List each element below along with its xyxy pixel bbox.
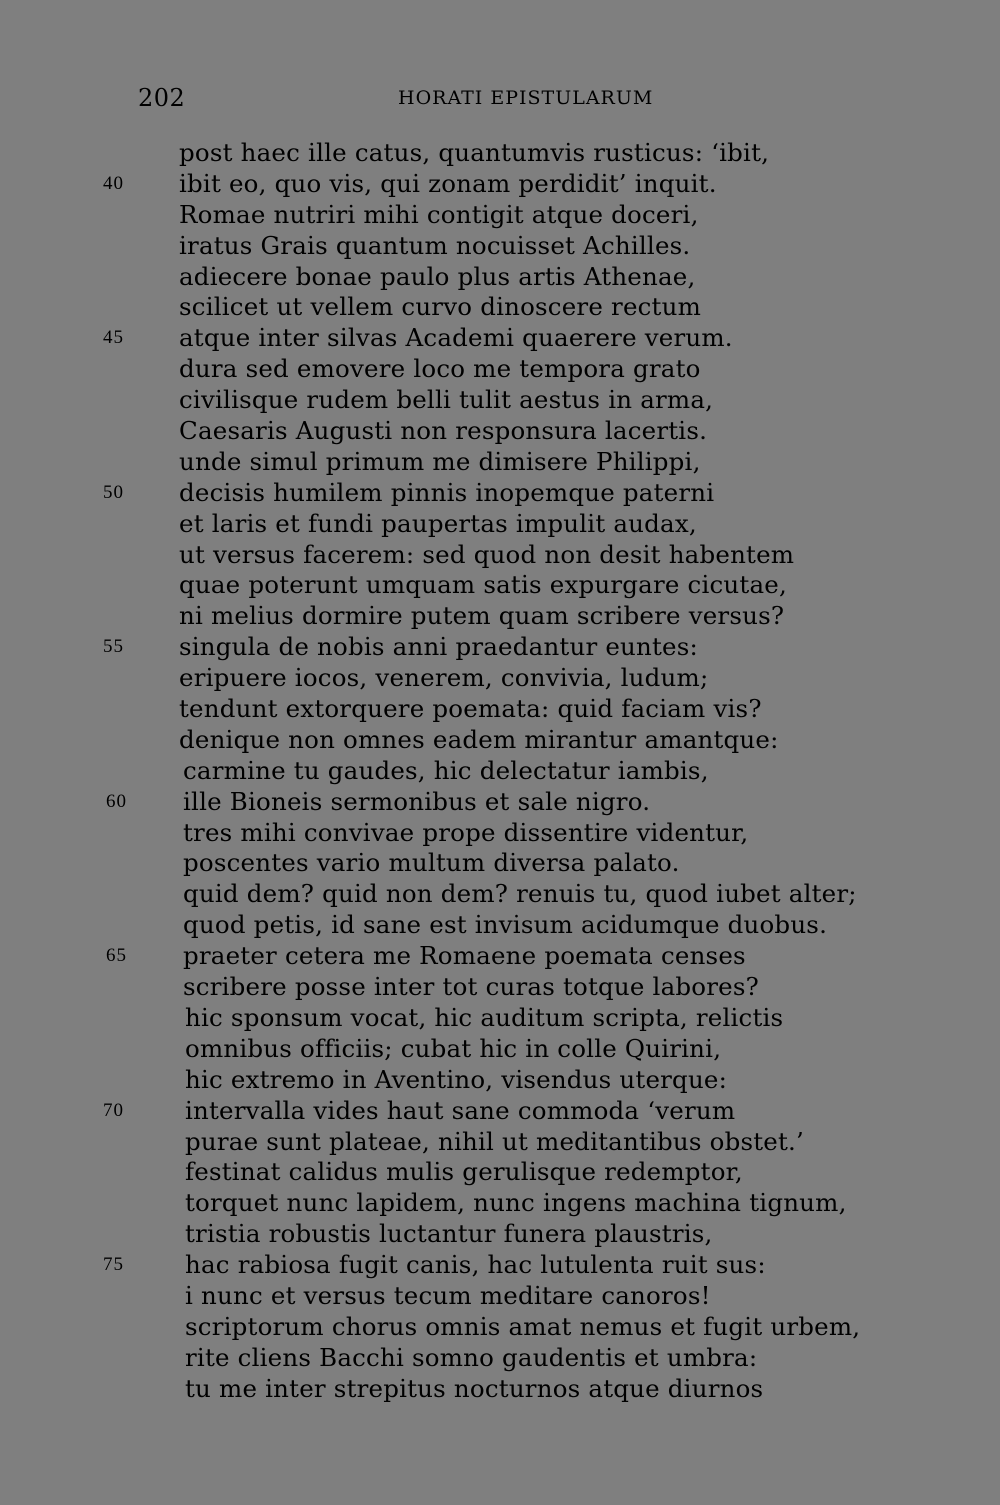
verse-text: ni melius dormire putem quam scribere versus? xyxy=(179,601,785,631)
line-number: 60 xyxy=(106,790,127,812)
verse-line xyxy=(0,570,1000,601)
verse-text: tendunt extorquere poemata: quid faciam vis? xyxy=(179,694,762,724)
verse-line xyxy=(0,1343,1000,1374)
verse-line xyxy=(0,416,1000,447)
verse-line xyxy=(0,1157,1000,1188)
verse-text: scilicet ut vellem curvo dinoscere rectum xyxy=(179,292,702,322)
verse-text: atque inter silvas Academi quaerere verum. xyxy=(179,323,733,353)
verse-line xyxy=(0,262,1000,293)
line-number: 50 xyxy=(103,481,124,503)
verse-line xyxy=(0,1188,1000,1219)
verse-text: carmine tu gaudes, hic delectatur iambis, xyxy=(183,755,709,785)
verse-text: tristia robustis luctantur funera plaustris, xyxy=(185,1219,713,1249)
verse-line xyxy=(0,509,1000,540)
running-head: HORATI EPISTULARUM xyxy=(398,87,654,109)
verse-text: quae poterunt umquam satis expurgare cicutae, xyxy=(179,570,787,600)
verse-line xyxy=(0,1003,1000,1034)
verse-text: dura sed emovere loco me tempora grato xyxy=(179,354,701,384)
verse-text: ibit eo, quo vis, qui zonam perdidit’ inquit. xyxy=(179,168,717,198)
verse-text: torquet nunc lapidem, nunc ingens machina tignum, xyxy=(185,1188,847,1218)
verse-text: singula de nobis anni praedantur euntes: xyxy=(179,632,698,662)
verse-line xyxy=(0,632,1000,663)
verse-text: tu me inter strepitus nocturnos atque diurnos xyxy=(185,1373,764,1403)
verse-text: scribere posse inter tot curas totque labores? xyxy=(183,972,759,1002)
verse-text: ille Bioneis sermonibus et sale nigro. xyxy=(183,786,651,816)
verse-text: unde simul primum me dimisere Philippi, xyxy=(179,446,701,476)
verse-text: et laris et fundi paupertas impulit audax, xyxy=(179,508,697,538)
verse-line xyxy=(0,848,1000,879)
verse-line xyxy=(0,879,1000,910)
verse-text: intervalla vides haut sane commoda ‘verum xyxy=(185,1095,736,1125)
line-number: 65 xyxy=(106,945,127,967)
verse-text: festinat calidus mulis gerulisque redemptor, xyxy=(185,1157,743,1187)
verse-text: hic extremo in Aventino, visendus uterque: xyxy=(185,1064,728,1094)
verse-line xyxy=(0,169,1000,200)
page-header xyxy=(0,84,1000,118)
verse-line xyxy=(0,1096,1000,1127)
verse-line xyxy=(0,354,1000,385)
verse-text: decisis humilem pinnis inopemque paterni xyxy=(179,477,715,507)
verse-text: tres mihi convivae prope dissentire videntur, xyxy=(183,817,749,847)
verse-text: hac rabiosa fugit canis, hac lutulenta ruit sus: xyxy=(185,1250,766,1280)
verse-text: Caesaris Augusti non responsura lacertis. xyxy=(179,416,708,446)
verse-text: iratus Grais quantum nocuisset Achilles. xyxy=(179,230,691,260)
verse-text: quid dem? quid non dem? renuis tu, quod iubet alter; xyxy=(183,879,857,909)
verse-text: eripuere iocos, venerem, convivia, ludum; xyxy=(179,663,709,693)
verse-line xyxy=(0,756,1000,787)
verse-text: quod petis, id sane est invisum acidumque duobus. xyxy=(183,910,828,940)
verse-line xyxy=(0,972,1000,1003)
verse-text: adiecere bonae paulo plus artis Athenae, xyxy=(179,261,696,291)
verse-text: purae sunt plateae, nihil ut meditantibus obstet.’ xyxy=(185,1126,805,1156)
verse-line xyxy=(0,323,1000,354)
verse-text: i nunc et versus tecum meditare canoros! xyxy=(185,1280,711,1310)
verse-line xyxy=(0,1127,1000,1158)
verse-line xyxy=(0,540,1000,571)
verse-text: ut versus facerem: sed quod non desit habentem xyxy=(179,539,795,569)
line-number: 75 xyxy=(103,1254,124,1276)
verse-line xyxy=(0,200,1000,231)
verse-text: post haec ille catus, quantumvis rusticus: ‘ibit, xyxy=(179,138,770,167)
verse-line xyxy=(0,725,1000,756)
verse-text: civilisque rudem belli tulit aestus in arma, xyxy=(179,385,714,415)
verse-line xyxy=(0,910,1000,941)
verse-line xyxy=(0,1312,1000,1343)
verse-line xyxy=(0,1219,1000,1250)
verse-line xyxy=(0,601,1000,632)
verse-text: Romae nutriri mihi contigit atque doceri, xyxy=(179,199,699,229)
verse-text: hic sponsum vocat, hic auditum scripta, relictis xyxy=(185,1002,784,1032)
line-number: 55 xyxy=(103,636,124,658)
verse-line xyxy=(0,231,1000,262)
verse-text: rite cliens Bacchi somno gaudentis et umbra: xyxy=(185,1342,758,1372)
verse-line xyxy=(0,818,1000,849)
verse-line xyxy=(0,941,1000,972)
verse-line xyxy=(0,447,1000,478)
verse-line xyxy=(0,1374,1000,1405)
line-number: 45 xyxy=(103,327,124,349)
line-number: 40 xyxy=(103,172,124,194)
poem-text xyxy=(0,138,1000,1405)
verse-text: poscentes vario multum diversa palato. xyxy=(183,848,680,878)
line-number: 70 xyxy=(103,1099,124,1121)
verse-line xyxy=(0,1281,1000,1312)
verse-line xyxy=(0,1250,1000,1281)
verse-line xyxy=(0,694,1000,725)
verse-line xyxy=(0,1034,1000,1065)
verse-text: praeter cetera me Romaene poemata censes xyxy=(183,941,746,971)
verse-line xyxy=(0,787,1000,818)
verse-text: denique non omnes eadem mirantur amantque: xyxy=(179,724,779,754)
verse-text: omnibus officiis; cubat hic in colle Quirini, xyxy=(185,1033,722,1063)
verse-line xyxy=(0,385,1000,416)
verse-line xyxy=(0,663,1000,694)
verse-text: scriptorum chorus omnis amat nemus et fugit urbem, xyxy=(185,1311,861,1341)
verse-line xyxy=(0,1065,1000,1096)
verse-line xyxy=(0,292,1000,323)
verse-line xyxy=(0,138,1000,169)
verse-line xyxy=(0,478,1000,509)
page-number: 202 xyxy=(138,84,186,112)
